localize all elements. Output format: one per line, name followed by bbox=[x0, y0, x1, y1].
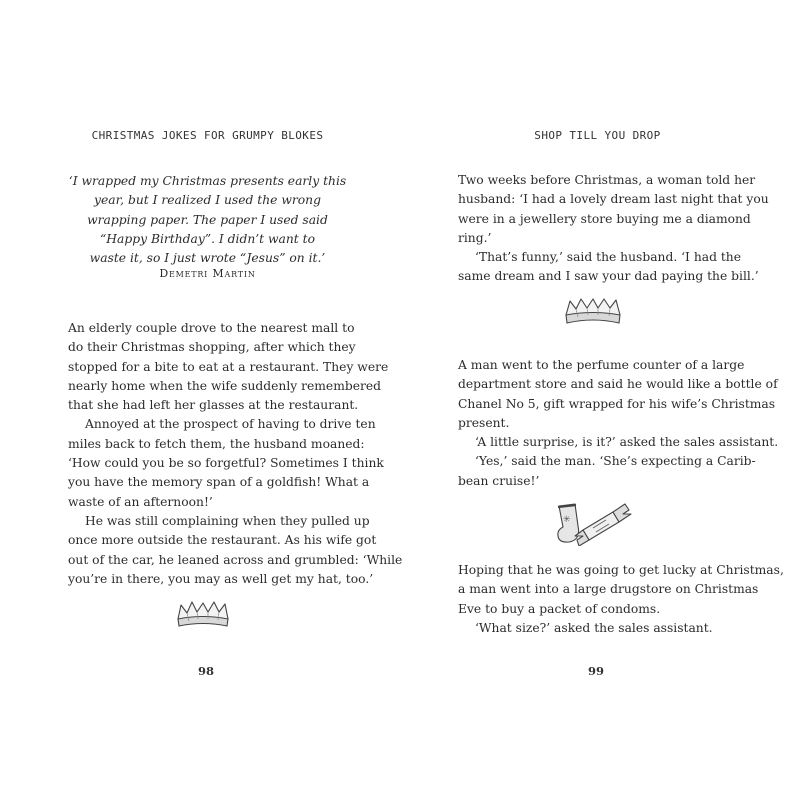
sock-and-cracker-icon bbox=[551, 500, 641, 546]
text-line: ‘Yes,’ said the man. ‘She’s expecting a Carib- bbox=[475, 454, 756, 469]
text-line: miles back to fetch them, the husband moaned: bbox=[68, 436, 365, 451]
text-line: out of the car, he leaned across and grumbled: ‘While bbox=[68, 552, 403, 567]
epigraph-attribution: Demetri Martin bbox=[159, 267, 256, 280]
epigraph-quote bbox=[68, 172, 347, 268]
svg-text:✳: ✳ bbox=[563, 515, 571, 525]
page-number: 98 bbox=[198, 664, 215, 678]
text-line: ring.’ bbox=[458, 230, 492, 245]
epigraph-line: “Happy Birthday”. I didn’t want to bbox=[100, 231, 315, 246]
joke-text bbox=[458, 561, 784, 638]
epigraph-line: ‘I wrapped my Christmas presents early this bbox=[68, 174, 347, 188]
text-line: ‘What size?’ asked the sales assistant. bbox=[475, 620, 713, 635]
text-line: a man went into a large drugstore on Christmas bbox=[458, 582, 759, 597]
text-line: department store and said he would like a bottle of bbox=[458, 377, 778, 392]
running-head: CHRISTMAS JOKES FOR GRUMPY BLOKES bbox=[91, 129, 324, 142]
text-line: Annoyed at the prospect of having to drive ten bbox=[85, 417, 376, 432]
paper-crown-icon bbox=[175, 600, 231, 630]
text-line: A man went to the perfume counter of a large bbox=[458, 358, 745, 372]
text-line: He was still complaining when they pulled up bbox=[85, 513, 370, 528]
text-line: Chanel No 5, gift wrapped for his wife’s Christmas bbox=[458, 396, 776, 411]
joke-text bbox=[68, 319, 403, 589]
right-page bbox=[401, 0, 802, 802]
text-line: bean cruise!’ bbox=[458, 473, 540, 488]
paper-crown-icon bbox=[563, 297, 623, 327]
text-line: ‘A little surprise, is it?’ asked the sales assistant. bbox=[475, 435, 779, 450]
text-line: do their Christmas shopping, after which they bbox=[68, 340, 356, 355]
text-line: you’re in there, you may as well get my hat, too.’ bbox=[68, 571, 374, 586]
text-line: same dream and I saw your dad paying the bill.’ bbox=[458, 269, 759, 284]
joke-text bbox=[458, 171, 769, 287]
running-head: SHOP TILL YOU DROP bbox=[534, 129, 661, 142]
text-line: ‘How could you be so forgetful? Sometimes I think bbox=[68, 456, 384, 471]
text-line: that she had left her glasses at the restaurant. bbox=[68, 398, 359, 413]
text-line: nearly home when the wife suddenly remembered bbox=[68, 378, 382, 393]
text-line: ‘That’s funny,’ said the husband. ‘I had the bbox=[475, 250, 741, 265]
epigraph-line: waste it, so I just wrote “Jesus” on it.’ bbox=[89, 251, 326, 266]
text-line: once more outside the restaurant. As his wife got bbox=[68, 533, 377, 548]
text-line: Eve to buy a packet of condoms. bbox=[458, 601, 661, 616]
text-line: An elderly couple drove to the nearest mall to bbox=[68, 321, 355, 335]
text-line: you have the memory span of a goldfish! What a bbox=[68, 475, 370, 490]
text-line: husband: ‘I had a lovely dream last night that you bbox=[458, 192, 769, 207]
epigraph-line: wrapping paper. The paper I used said bbox=[87, 212, 328, 227]
text-line: Hoping that he was going to get lucky at Christmas, bbox=[458, 563, 784, 577]
text-line: waste of an afternoon!’ bbox=[68, 494, 213, 509]
text-line: stopped for a bite to eat at a restaurant. They were bbox=[68, 359, 389, 374]
page-number: 99 bbox=[588, 664, 605, 678]
text-line: present. bbox=[458, 415, 510, 430]
joke-text bbox=[458, 356, 779, 491]
epigraph-line: year, but I realized I used the wrong bbox=[94, 193, 321, 208]
text-line: were in a jewellery store buying me a diamond bbox=[458, 211, 751, 226]
text-line: Two weeks before Christmas, a woman told her bbox=[458, 173, 756, 187]
